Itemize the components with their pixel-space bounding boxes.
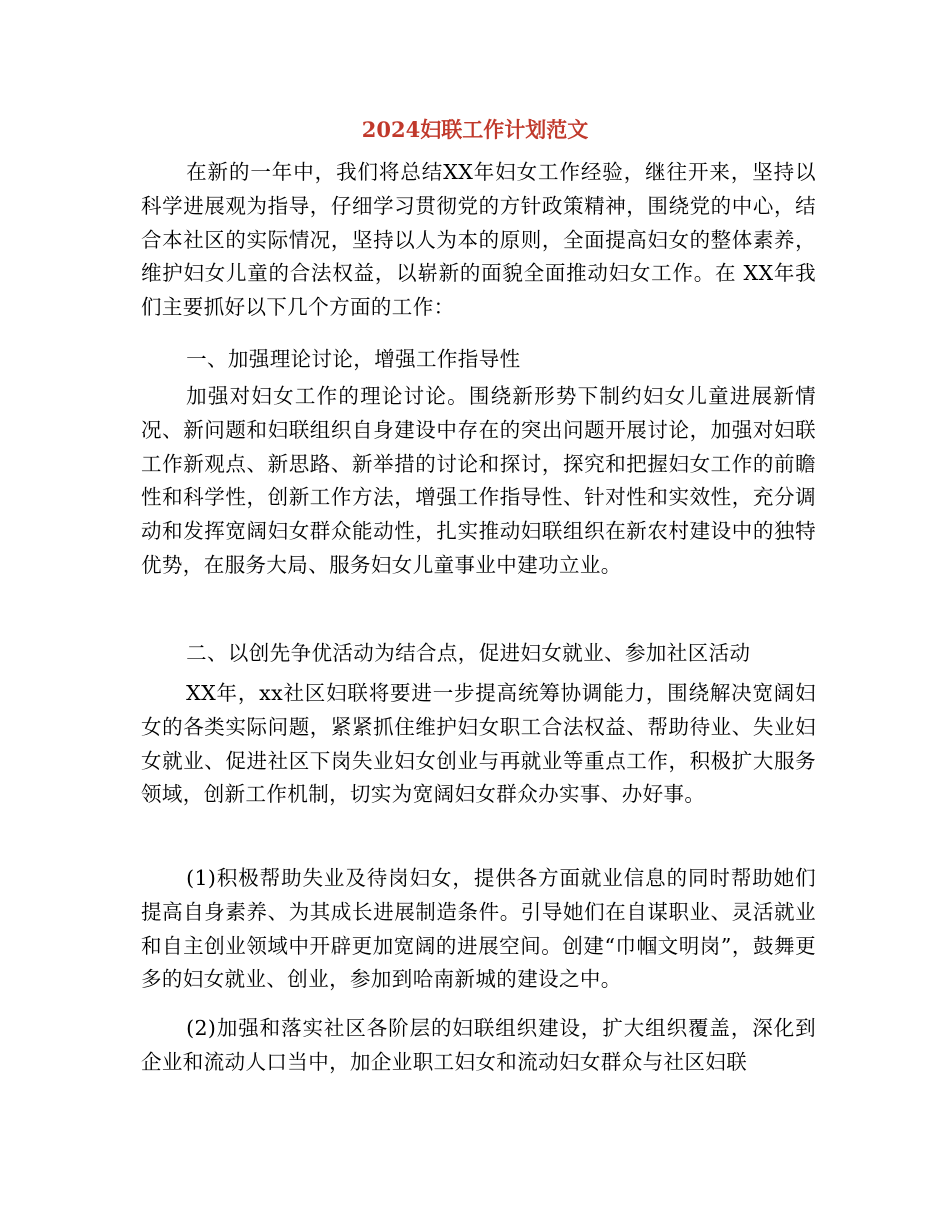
paragraph-employment: XX年，xx社区妇联将要进一步提高统筹协调能力，围绕解决宽阔妇女的各类实际问题，紧紧抓住维护妇女职工合法权益、帮助待业、失业妇女就业、促进社区下岗失业妇女创业与再就业等重点工作，积极扩大服务领域，创新工作机制，切实为宽阔妇女群众办实事、办好事。 xyxy=(141,681,816,807)
document-title: 2024妇联工作计划范文 xyxy=(361,117,589,142)
section-heading-1: 一、加强理论讨论，增强工作指导性 xyxy=(186,347,521,371)
paragraph-theory: 加强对妇女工作的理论讨论。围绕新形势下制约妇女儿童进展新情况、新问题和妇联组织自身建设中存在的突出问题开展讨论，加强对妇联工作新观点、新思路、新举措的讨论和探讨，探究和把握妇女工作的前瞻性和科学性，创新工作方法，增强工作指导性、针对性和实效性，充分调动和发挥宽阔妇女群众能动性，扎实推动妇联组织在新农村建设中的独特优势，在服务大局、服务妇女儿童事业中建功立业。 xyxy=(141,384,816,577)
paragraph-item-1: (1)积极帮助失业及待岗妇女，提供各方面就业信息的同时帮助她们提高自身素养、为其成长进展制造条件。引导她们在自谋职业、灵活就业和自主创业领域中开辟更加宽阔的进展空间。创建“巾帼文明岗”，鼓舞更多的妇女就业、创业，参加到哈南新城的建设之中。 xyxy=(141,866,816,992)
section-heading-2: 二、以创先争优活动为结合点，促进妇女就业、参加社区活动 xyxy=(186,641,751,665)
paragraph-item-2: (2)加强和落实社区各阶层的妇联组织建设，扩大组织覆盖，深化到企业和流动人口当中，加企业职工妇女和流动妇女群众与社区妇联 xyxy=(141,1016,816,1074)
paragraph-intro: 在新的一年中，我们将总结XX年妇女工作经验，继往开来，坚持以科学进展观为指导，仔细学习贯彻党的方针政策精神，围绕党的中心，结合本社区的实际情况，坚持以人为本的原则，全面提高妇女的整体素养，维护妇女儿童的合法权益，以崭新的面貌全面推动妇女工作。在 XX年我们主要抓好以下几个方面的工作： xyxy=(141,160,816,320)
